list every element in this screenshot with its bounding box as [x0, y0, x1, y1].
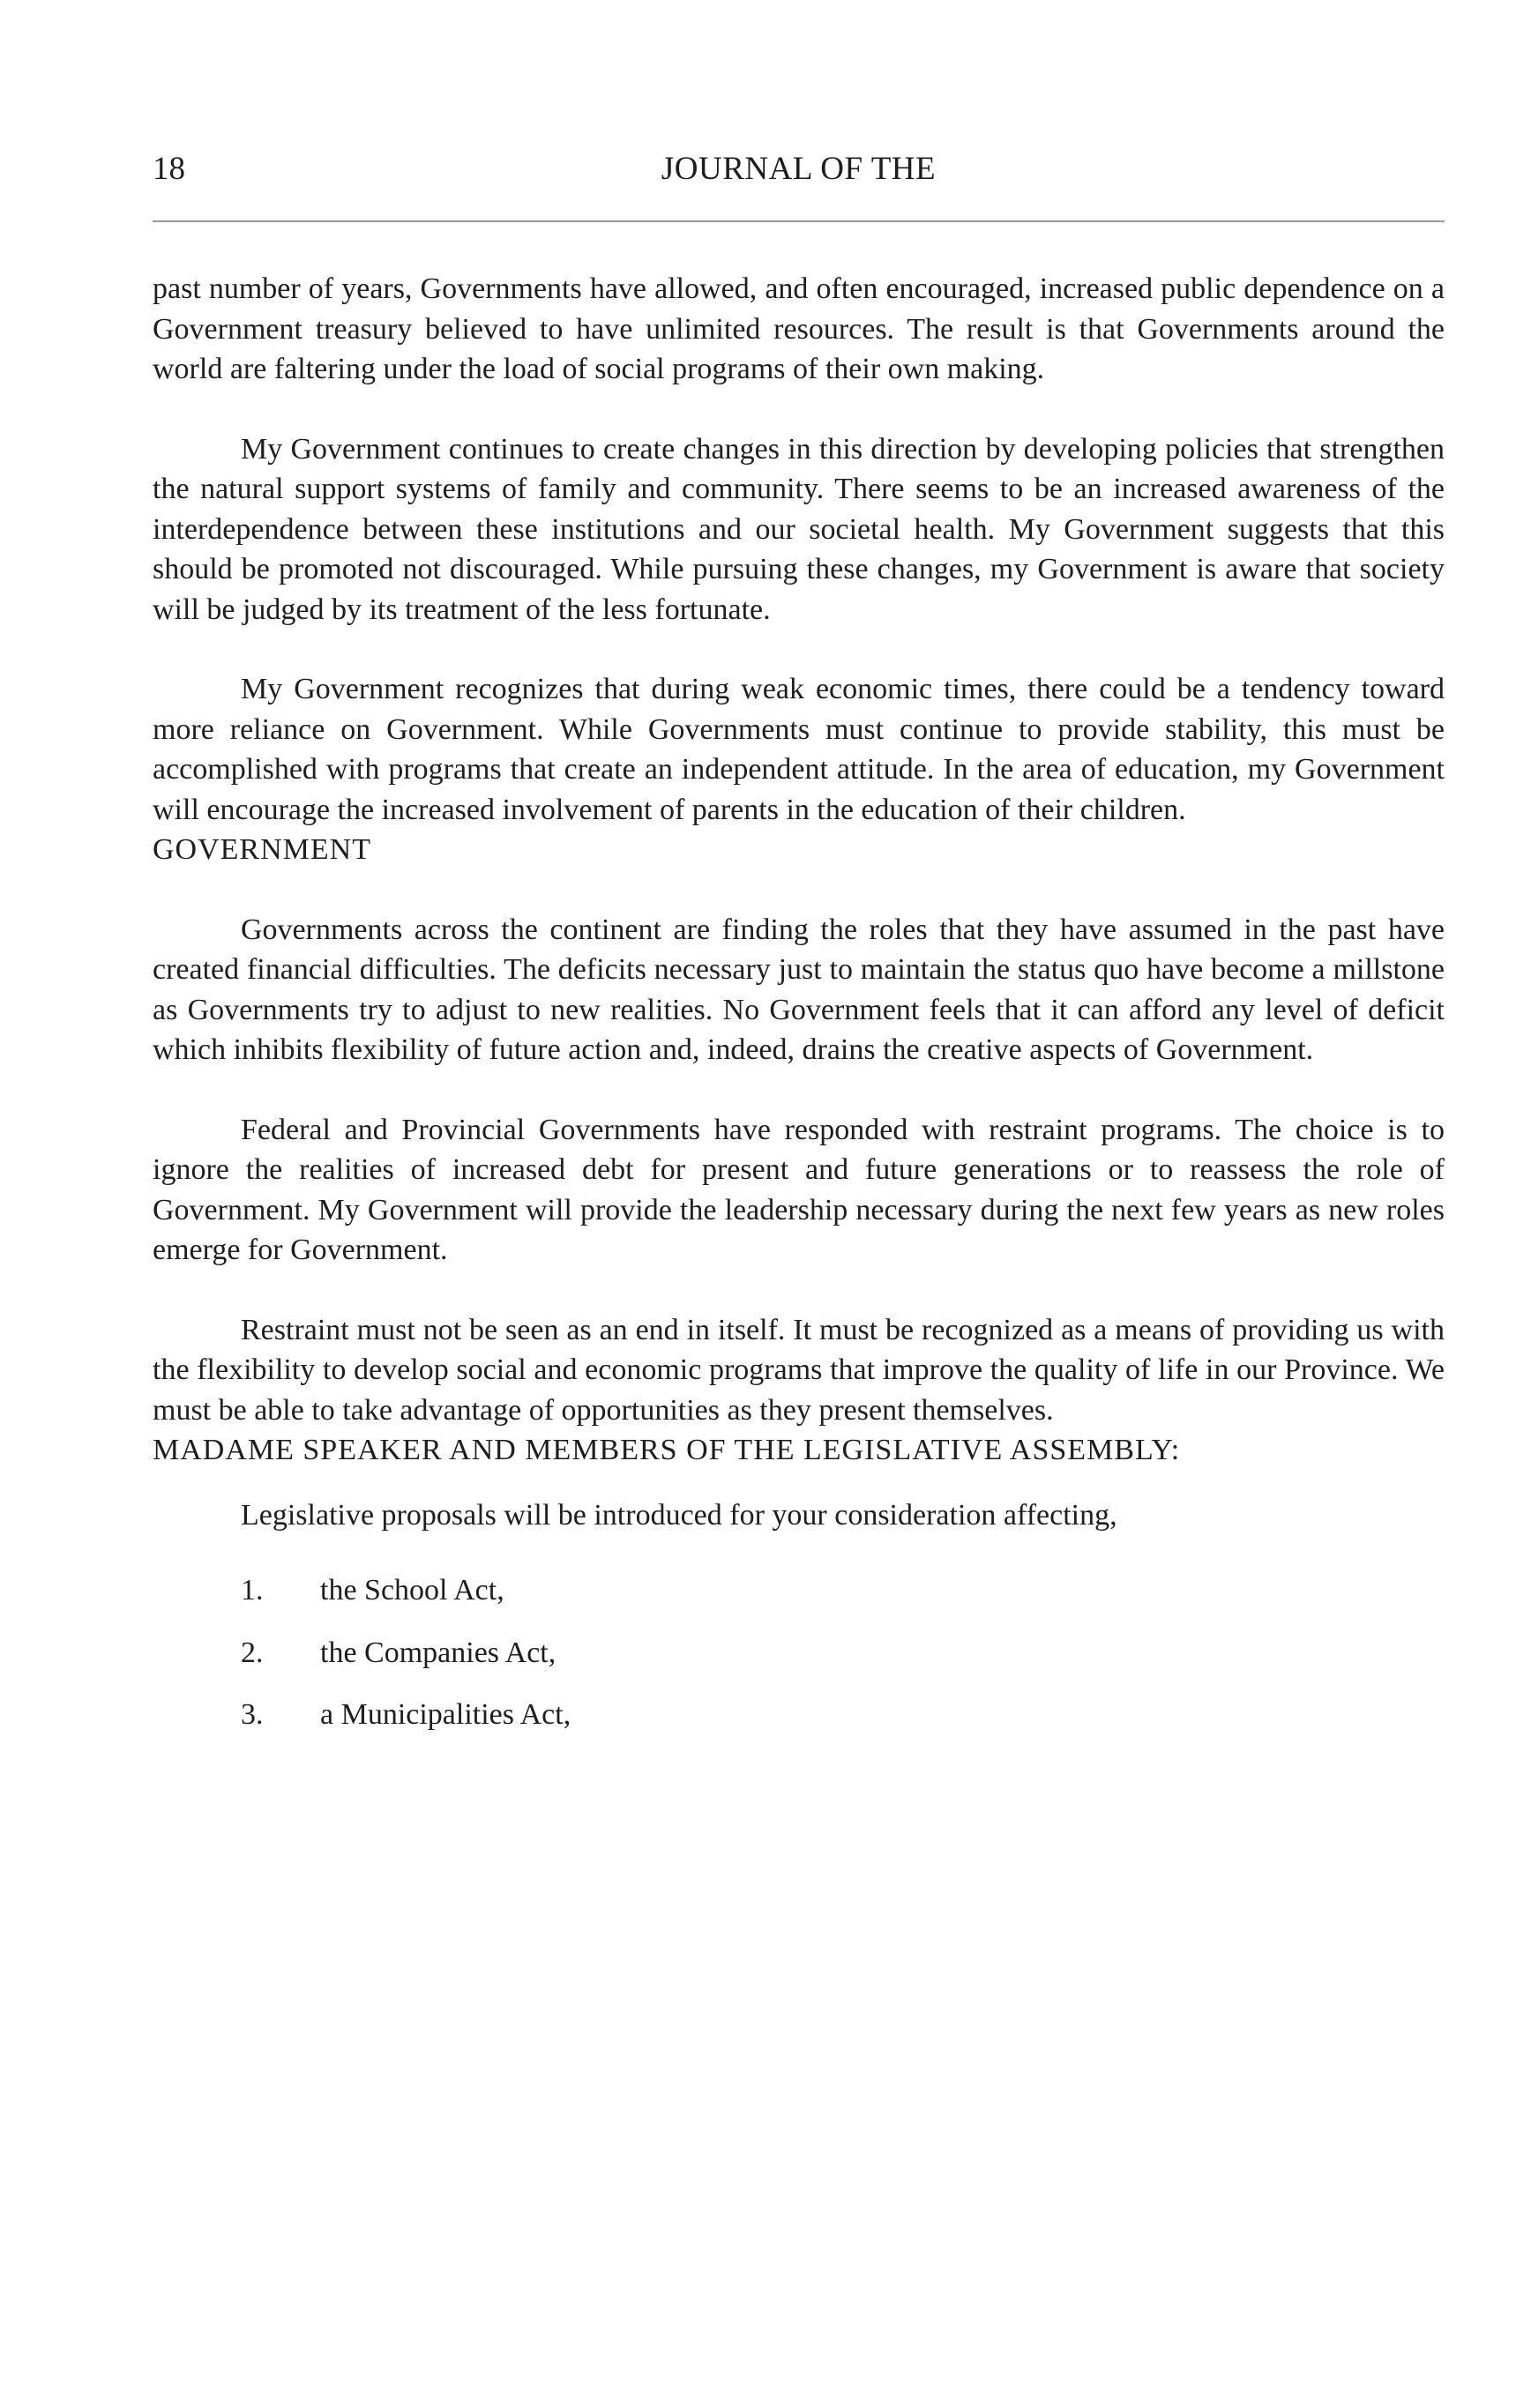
list-item-number: 1. [241, 1574, 264, 1607]
paragraph-continued: past number of years, Governments have allowed, and often encouraged, increased public dependence on a Government treasury believed to have unlimited resources. The result is that Governments around the world are faltering under the load of social programs of their own making. [153, 272, 1445, 385]
list-item-text: the School Act, [320, 1574, 504, 1607]
legislative-intro: Legislative proposals will be introduced for your consideration affecting, [241, 1498, 1117, 1532]
list-item-text: a Municipalities Act, [320, 1698, 571, 1731]
list-item [153, 1633, 1445, 1674]
list-item [153, 1570, 1445, 1611]
header-rule [153, 220, 1445, 222]
list-item-text: the Companies Act, [320, 1636, 556, 1669]
paragraph-financial-difficulties: Governments across the continent are finding the roles that they have assumed in the past have created financial difficulties. The deficits necessary just to maintain the status quo have become a millstone as Governments try to adjust to new realities. No Government feels that it can afford any level of deficit which inhibits flexibility of future action and, indeed, drains the creative aspects of Government. [153, 913, 1445, 1066]
body-text [153, 269, 1445, 1735]
legislation-list [153, 1570, 1445, 1735]
section-heading-legislative-assembly: MADAME SPEAKER AND MEMBERS OF THE LEGISLATIVE ASSEMBLY: [153, 1434, 1181, 1466]
list-item [153, 1695, 1445, 1735]
list-item-number: 2. [241, 1636, 264, 1669]
page-header [153, 150, 1445, 196]
section-heading-government: GOVERNMENT [153, 833, 371, 866]
running-head: JOURNAL OF THE [661, 151, 937, 187]
paragraph-weak-economic-times: My Government recognizes that during weak economic times, there could be a tendency toward more reliance on Government. While Governments must continue to provide stability, this must be accomplished with programs that create an independent attitude. In the area of education, my Government will encourage the increased involvement of parents in the education of their children. [153, 673, 1445, 826]
list-item-number: 3. [241, 1698, 264, 1731]
paragraph-restraint-not-an-end: Restraint must not be seen as an end in itself. It must be recognized as a means of providing us with the flexibility to develop social and economic programs that improve the quality of life in our Province. We must be able to take advantage of opportunities as they present themselves. [153, 1313, 1445, 1427]
paragraph-restraint-programs: Federal and Provincial Governments have responded with restraint programs. The choice is to ignore the realities of increased debt for present and future generations or to reassess the role of Government. My Government will provide the leadership necessary during the next few years as new roles emerge for Government. [153, 1113, 1445, 1266]
page-number: 18 [153, 151, 185, 187]
paragraph-support-systems: My Government continues to create changes in this direction by developing policies that strengthen the natural support systems of family and community. There seems to be an increased awareness of the interdependence between these institutions and our societal health. My Government suggests that this should be promoted not discouraged. While pursuing these changes, my Government is aware that society will be judged by its treatment of the less fortunate. [153, 432, 1445, 626]
